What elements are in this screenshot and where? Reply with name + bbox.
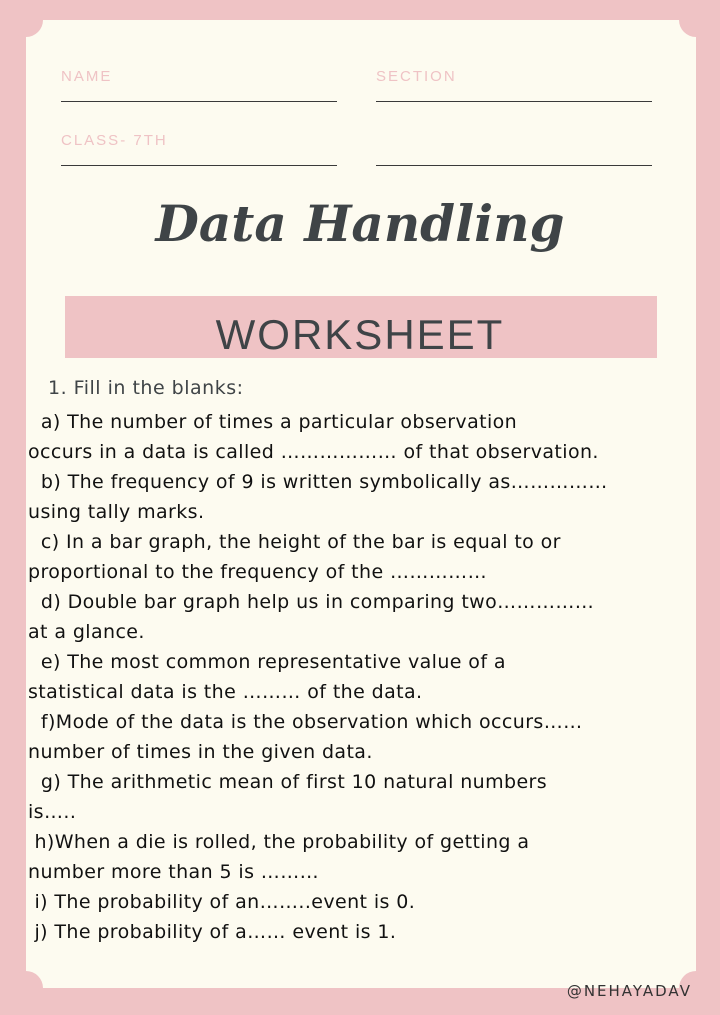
section-label: SECTION — [376, 68, 457, 85]
question-item-line2: number of times in the given data. — [28, 741, 373, 763]
name-label: NAME — [61, 68, 113, 85]
question-item-line1: i) The probability of an……..event is 0. — [28, 891, 416, 913]
question-item-line1: h)When a die is rolled, the probability of getting a — [28, 831, 530, 853]
page-title: Data Handling — [155, 194, 565, 253]
question-item-line2: is….. — [28, 801, 77, 823]
question-item-line2: statistical data is the ……… of the data. — [28, 681, 423, 703]
question-item-line2: at a glance. — [28, 621, 145, 643]
corner-notch — [9, 3, 43, 37]
worksheet-label: WORKSHEET — [215, 311, 505, 358]
question-item-line2: number more than 5 is ……… — [28, 861, 320, 883]
corner-notch — [679, 3, 713, 37]
question-item-line1: b) The frequency of 9 is written symbolically as…………… — [28, 471, 608, 493]
question-item-line1: f)Mode of the data is the observation which occurs…… — [28, 711, 583, 733]
question-item-line2: proportional to the frequency of the …………… — [28, 561, 487, 583]
question-item-line1: d) Double bar graph help us in comparing two…………… — [28, 591, 595, 613]
question-item-line2: occurs in a data is called ……………… of that observation. — [28, 441, 599, 463]
extra-field-line[interactable] — [376, 165, 652, 166]
corner-notch — [9, 971, 43, 1005]
question-item-line1: g) The arithmetic mean of first 10 natural numbers — [28, 771, 548, 793]
author-handle: @NEHAYADAV — [566, 982, 692, 1000]
question-item-line1: a) The number of times a particular observation — [28, 411, 518, 433]
question-item-line1: e) The most common representative value of a — [28, 651, 506, 673]
question-item-line1: j) The probability of a…… event is 1. — [28, 921, 397, 943]
section-field-line[interactable] — [376, 101, 652, 102]
question-item-line2: using tally marks. — [28, 501, 205, 523]
name-field-line[interactable] — [61, 101, 337, 102]
class-label: CLASS- 7TH — [61, 132, 168, 149]
class-field-line[interactable] — [61, 165, 337, 166]
question-heading: 1. Fill in the blanks: — [48, 377, 244, 399]
question-item-line1: c) In a bar graph, the height of the bar is equal to or — [28, 531, 561, 553]
